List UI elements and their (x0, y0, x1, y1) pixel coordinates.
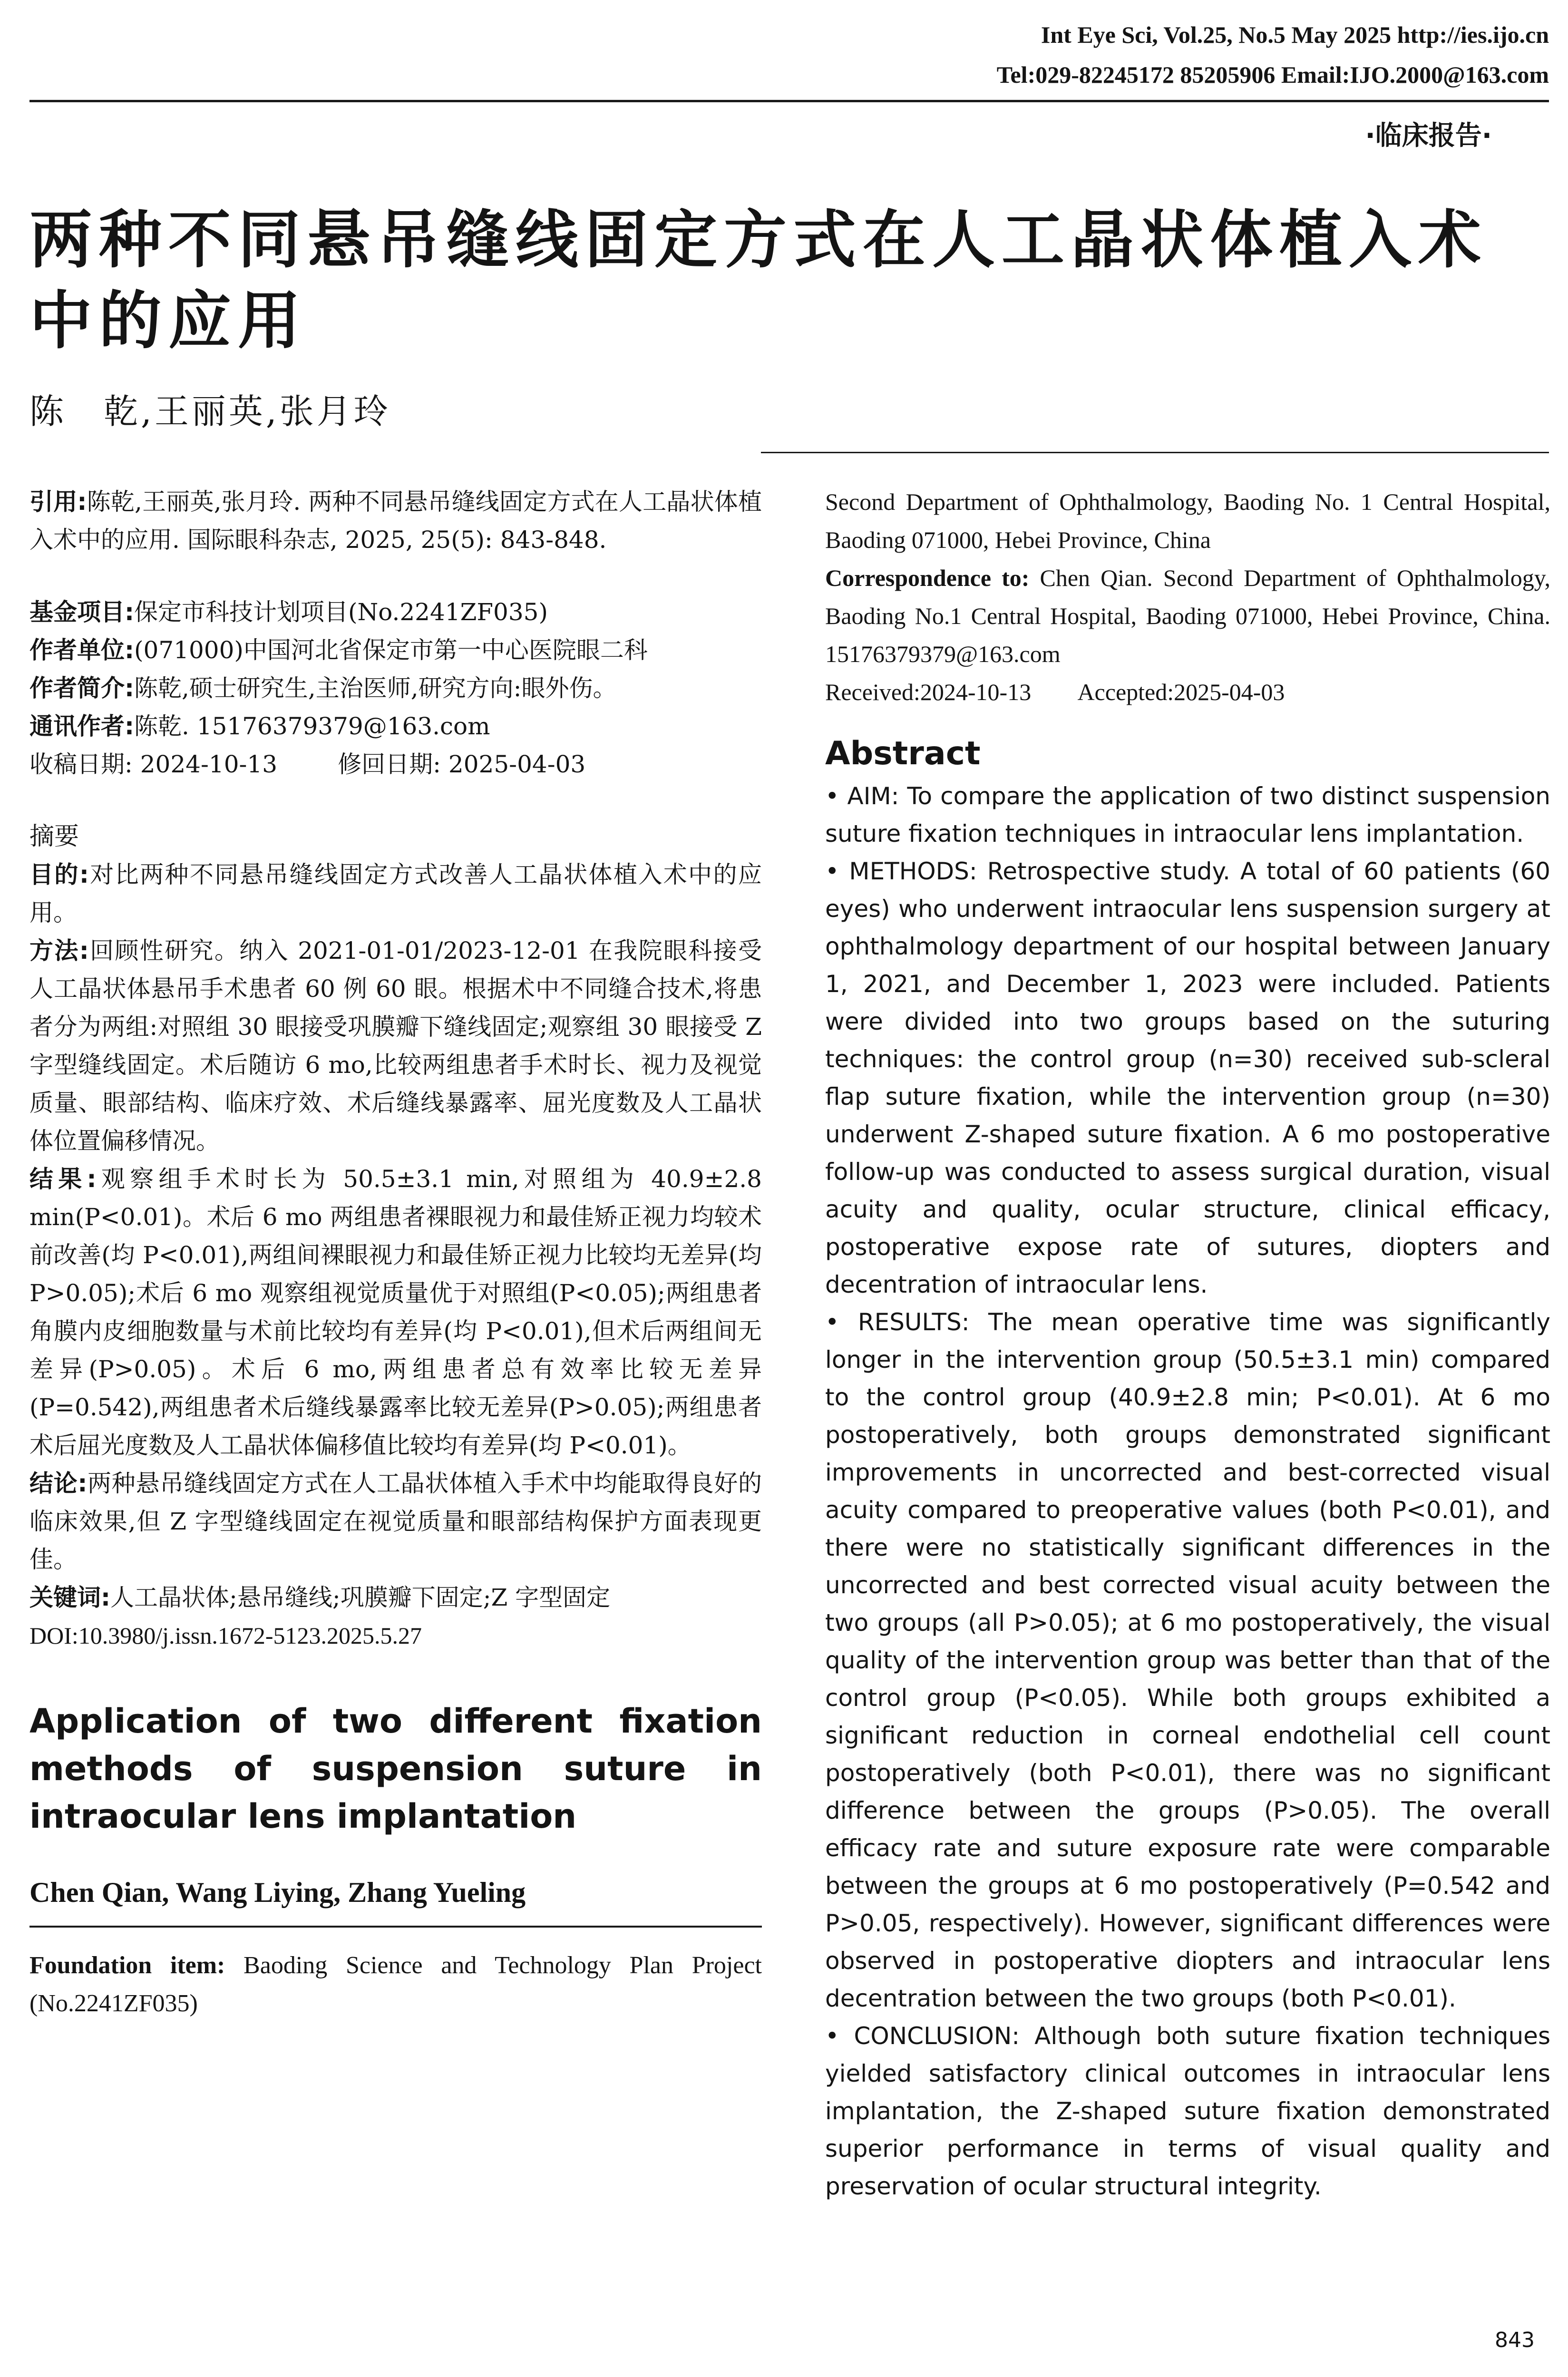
corresponding-author: 通讯作者:陈乾. 15176379379@163.com (29, 712, 490, 740)
affiliation-en: Second Department of Ophthalmology, Baoding No. 1 Central Hospital, Baoding 071000, Hebei Province, China (825, 488, 1550, 553)
section-label: ·临床报告· (1365, 120, 1492, 151)
authors-rule (29, 1911, 762, 1928)
right-column (825, 483, 1550, 2205)
abstract-en-body (825, 778, 1550, 2205)
fund-info: 基金项目:保定市科技计划项目(No.2241ZF035) (29, 598, 548, 626)
page-number: 843 (1495, 2328, 1535, 2352)
abstract-en-conclusion: • CONCLUSION: Although both suture fixation techniques yielded satisfactory clinical outcomes in intraocular lens implantation, the Z-shaped suture fixation demonstrated superior performance in terms of visual quality and preservation of ocular structural integrity. (825, 2022, 1550, 2200)
keywords-cn: 关键词:人工晶状体;悬吊缝线;巩膜瓣下固定;Z 字型固定 (29, 1584, 611, 1611)
abstract-en-aim: • AIM: To compare the application of two distinct suspension suture fixation techniques in intraocular lens implantation. (825, 782, 1550, 848)
doi: DOI:10.3980/j.issn.1672-5123.2025.5.27 (29, 1622, 422, 1649)
abstract-cn-heading: 摘要 (29, 822, 79, 851)
abstract-cn-aim: 目的:对比两种不同悬吊缝线固定方式改善人工晶状体植入术中的应用。 (29, 861, 762, 926)
authors-cn: 陈 乾,王丽英,张月玲 (29, 391, 391, 431)
body-rule (761, 452, 1549, 453)
header-rule (29, 100, 1549, 102)
title-en: Application of two different fixation methods of suspension suture in intraocular lens implantation (29, 1702, 762, 1836)
citation: 引用:陈乾,王丽英,张月玲. 两种不同悬吊缝线固定方式在人工晶状体植入术中的应用. 国际眼科杂志, 2025, 25(5): 843-848. (29, 488, 762, 554)
abstract-en-heading: Abstract (825, 735, 981, 772)
affiliation-cn: 作者单位:(071000)中国河北省保定市第一中心医院眼二科 (29, 636, 648, 664)
dates-en: Received:2024-10-13 Accepted:2025-04-03 (825, 679, 1285, 705)
foundation-item: Foundation item: Baoding Science and Technology Plan Project (No.2241ZF035) (29, 1952, 762, 2017)
abstract-en-results: • RESULTS: The mean operative time was significantly longer in the intervention group (50.5±3.1 min) compared to the control group (40.9±2.8 min; P<0.01). At 6 mo postoperatively, both groups demonstrated significant improvements in uncorrected and best-corrected visual acuity compared to preoperative values (both P<0.01), and there were no statistically significant differences in the uncorrected and best corrected visual acuity between the two groups (all P>0.05); at 6 mo postoperatively, the visual quality of the intervention group was better than that of the control group (P<0.05). While both groups exhibited a significant reduction in corneal endothelial cell count postoperatively (both P<0.01), there was no significant difference between the groups (P>0.05). The overall efficacy rate and suture exposure rate were comparable between the groups at 6 mo postoperatively (P=0.542 and P>0.05, respectively). However, significant differences were observed in postoperative diopters and intraocular lens decentration between the two groups (both P<0.01). (825, 1308, 1550, 2012)
left-column (29, 483, 762, 2023)
abstract-cn-conclusion: 结论:两种悬吊缝线固定方式在人工晶状体植入手术中均能取得良好的临床效果,但 Z 字型缝线固定在视觉质量和眼部结构保护方面表现更佳。 (29, 1470, 762, 1573)
abstract-en-methods: • METHODS: Retrospective study. A total of 60 patients (60 eyes) who underwent intraocular lens suspension surgery at ophthalmology department of our hospital between January 1, 2021, and December 1, 2023 were included. Patients were divided into two groups based on the suturing techniques: the control group (n=30) received sub-scleral flap suture fixation, while the intervention group (n=30) underwent Z-shaped suture fixation. A 6 mo postoperative follow-up was conducted to assess surgical duration, visual acuity and quality, ocular structure, clinical efficacy, postoperative expose rate of sutures, diopters and decentration of intraocular lens. (825, 857, 1550, 1298)
journal-header-line1: Int Eye Sci, Vol.25, No.5 May 2025 http://ies.ijo.cn (1041, 21, 1549, 48)
page-title-cn: 两种不同悬吊缝线固定方式在人工晶状体植入术中的应用 (29, 204, 1488, 358)
abstract-cn-results: 结果:观察组手术时长为 50.5±3.1 min,对照组为 40.9±2.8 min(P<0.01)。术后 6 mo 两组患者裸眼视力和最佳矫正视力均较术前改善(均 P<0.01),两组间裸眼视力和最佳矫正视力比较均无差异(均 P>0.05);术后 6 mo 观察组视觉质量优于对照组(P<0.05);两组患者角膜内皮细胞数量与术前比较均有差异(均 P<0.01),但术后两组间无差异(P>0.05)。术后 6 mo,两组患者总有效率比较无差异(P=0.542),两组患者术后缝线暴露率比较无差异(P>0.05);两组患者术后屈光度数及人工晶状体偏移值比较均有差异(均 P<0.01)。 (29, 1165, 762, 1459)
abstract-cn-methods: 方法:回顾性研究。纳入 2021-01-01/2023-12-01 在我院眼科接受人工晶状体悬吊手术患者 60 例 60 眼。根据术中不同缝合技术,将患者分为两组:对照组 30 眼接受巩膜瓣下缝线固定;观察组 30 眼接受 Z 字型缝线固定。术后随访 6 mo,比较两组患者手术时长、视力及视觉质量、眼部结构、临床疗效、术后缝线暴露率、屈光度数及人工晶状体位置偏移情况。 (29, 937, 762, 1155)
authors-en: Chen Qian, Wang Liying, Zhang Yueling (29, 1877, 526, 1908)
journal-header-line2: Tel:029-82245172 85205906 Email:IJO.2000@163.com (996, 61, 1549, 88)
dates-cn: 收稿日期: 2024-10-13 修回日期: 2025-04-03 (29, 750, 586, 778)
author-bio: 作者简介:陈乾,硕士研究生,主治医师,研究方向:眼外伤。 (29, 674, 617, 702)
correspondence-en: Correspondence to: Chen Qian. Second Department of Ophthalmology, Baoding No.1 Central Hospital, Baoding 071000, Hebei Province, China. 15176379379@163.com (825, 565, 1550, 667)
